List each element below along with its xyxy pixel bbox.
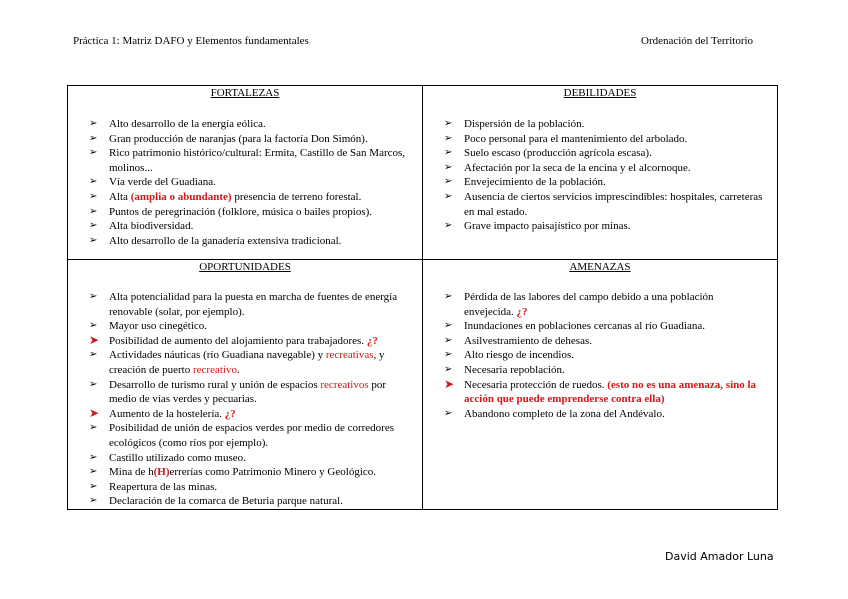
red-arrow-bullet-icon: ➤: [89, 332, 100, 347]
oportunidades-title: OPORTUNIDADES: [199, 261, 291, 273]
arrow-bullet-icon: ➢: [444, 407, 453, 419]
arrow-bullet-icon: ➢: [89, 480, 98, 492]
arrow-bullet-icon: ➢: [89, 176, 98, 188]
arrow-bullet-icon: ➢: [89, 147, 98, 159]
header-right: Ordenación del Territorio: [641, 35, 754, 47]
list-item: ➢ Inundaciones en poblaciones cercanas al río Guadiana.: [444, 320, 705, 333]
amenazas-title: AMENAZAS: [569, 261, 631, 273]
amenazas-list: [423, 290, 777, 421]
arrow-bullet-icon: ➢: [89, 220, 98, 232]
oportunidades-cell: [68, 260, 423, 510]
list-item: ➢ Dispersión de la población.: [444, 118, 585, 130]
correction-text: recreativos: [320, 378, 369, 391]
arrow-bullet-icon: ➢: [89, 320, 98, 332]
list-item: ➢ Puntos de peregrinación (folklore, música o bailes propios).: [89, 205, 373, 218]
list-item: ➤ Necesaria protección de ruedos. (esto no es una amenaza, sino la acción que puede emprenderse contra ella): [444, 376, 757, 406]
oportunidades-list: [68, 290, 422, 509]
list-item: ➢ Castillo utilizado como museo.: [89, 451, 246, 464]
arrow-bullet-icon: ➢: [89, 378, 98, 390]
list-item: ➢ Poco personal para el mantenimiento del arbolado.: [444, 132, 688, 145]
question-mark: ¿?: [516, 305, 528, 318]
list-item: ➢ Desarrollo de turismo rural y unión de espacios recreativos por medio de vías verdes y pecuarias.: [89, 378, 387, 406]
arrow-bullet-icon: ➢: [89, 234, 98, 246]
arrow-bullet-icon: ➢: [444, 161, 453, 173]
arrow-bullet-icon: ➢: [444, 334, 453, 346]
fortalezas-title: FORTALEZAS: [210, 87, 280, 99]
arrow-bullet-icon: ➢: [89, 451, 98, 463]
list-item: ➢ Alta potencialidad para la puesta en marcha de fuentes de energía renovable (solar, por ejemplo).: [89, 291, 398, 318]
arrow-bullet-icon: ➢: [89, 205, 98, 217]
arrow-bullet-icon: ➢: [89, 466, 98, 478]
debilidades-cell: [423, 86, 778, 260]
arrow-bullet-icon: ➢: [89, 422, 98, 434]
arrow-bullet-icon: ➢: [444, 349, 453, 361]
list-item: ➢ Actividades náuticas (río Guadiana navegable) y recreativas, y creación de puerto recreativo.: [89, 349, 385, 376]
list-item: ➢ Reapertura de las minas.: [89, 480, 218, 493]
arrow-bullet-icon: ➢: [89, 291, 98, 302]
list-item: ➢ Grave impacto paisajístico por minas.: [444, 220, 631, 233]
arrow-bullet-icon: ➢: [444, 118, 453, 129]
list-item: ➢ Necesaria repoblación.: [444, 363, 565, 376]
fortalezas-list: [68, 117, 422, 248]
correction-text: (amplia o abundante): [130, 190, 232, 203]
list-item: ➢ Alta (amplia o abundante) presencia de terreno forestal.: [89, 190, 362, 203]
header-left: Práctica 1: Matriz DAFO y Elementos fundamentales: [73, 35, 309, 47]
list-item: ➢ Posibilidad de unión de espacios verdes por medio de corredores ecológicos (como ríos por ejemplo).: [89, 422, 395, 449]
correction-text: recreativas: [325, 349, 374, 362]
arrow-bullet-icon: ➢: [89, 118, 98, 129]
arrow-bullet-icon: ➢: [444, 220, 453, 232]
arrow-bullet-icon: ➢: [444, 363, 453, 375]
list-item: ➢ Mina de h(H)errerías como Patrimonio Minero y Geológico.: [89, 466, 377, 479]
list-item: ➢ Asilvestramiento de dehesas.: [444, 334, 592, 347]
list-item: ➢ Ausencia de ciertos servicios imprescindibles: hospitales, carreteras en mal estado.: [444, 190, 763, 218]
list-item: ➢ Declaración de la comarca de Beturia parque natural.: [89, 495, 343, 508]
list-item: ➢ Abandono completo de la zona del Andévalo.: [444, 407, 665, 420]
list-item: ➢ Pérdida de las labores del campo debido a una población envejecida. ¿?: [444, 291, 714, 318]
list-item: ➢ Envejecimiento de la población.: [444, 176, 606, 189]
question-mark: ¿?: [224, 407, 236, 420]
list-item: ➢ Alto desarrollo de la ganadería extensiva tradicional.: [89, 234, 342, 247]
arrow-bullet-icon: ➢: [444, 132, 453, 144]
dafo-matrix: [67, 85, 778, 510]
list-item: ➢ Mayor uso cinegético.: [89, 320, 208, 333]
arrow-bullet-icon: ➢: [444, 320, 453, 332]
arrow-bullet-icon: ➢: [89, 349, 98, 361]
correction-text: recreativo: [192, 363, 237, 376]
list-item: ➤ Posibilidad de aumento del alojamiento para trabajadores. ¿?: [89, 332, 378, 347]
list-item: ➤ Aumento de la hostelería. ¿?: [89, 405, 236, 420]
amenazas-cell: [423, 260, 778, 510]
arrow-bullet-icon: ➢: [444, 176, 453, 188]
arrow-bullet-icon: ➢: [89, 495, 98, 507]
arrow-bullet-icon: ➢: [444, 190, 453, 202]
red-arrow-bullet-icon: ➤: [89, 405, 100, 420]
list-item: ➢ Alto desarrollo de la energía eólica.: [89, 118, 266, 130]
list-item: ➢ Gran producción de naranjas (para la factoría Don Simón).: [89, 132, 368, 145]
author-name: David Amador Luna: [665, 550, 774, 563]
fortalezas-cell: [68, 86, 423, 260]
question-mark: ¿?: [366, 334, 378, 347]
list-item: ➢ Afectación por la seca de la encina y el alcornoque.: [444, 161, 691, 174]
debilidades-title: DEBILIDADES: [563, 87, 637, 99]
arrow-bullet-icon: ➢: [89, 190, 98, 202]
debilidades-list: [423, 117, 777, 234]
red-arrow-bullet-icon: ➤: [444, 376, 455, 391]
correction-text: (H): [153, 466, 170, 479]
list-item: ➢ Rico patrimonio histórico/cultural: Ermita, Castillo de San Marcos, molinos...: [89, 147, 406, 174]
arrow-bullet-icon: ➢: [89, 132, 98, 144]
list-item: ➢ Suelo escaso (producción agrícola escasa).: [444, 147, 652, 160]
list-item: ➢ Vía verde del Guadiana.: [89, 176, 216, 189]
correction-text: (esto no es una amenaza, sino la acción que puede emprenderse contra ella): [464, 378, 757, 406]
arrow-bullet-icon: ➢: [444, 291, 453, 302]
list-item: ➢ Alto riesgo de incendios.: [444, 349, 574, 362]
arrow-bullet-icon: ➢: [444, 147, 453, 159]
list-item: ➢ Alta biodiversidad.: [89, 220, 194, 233]
